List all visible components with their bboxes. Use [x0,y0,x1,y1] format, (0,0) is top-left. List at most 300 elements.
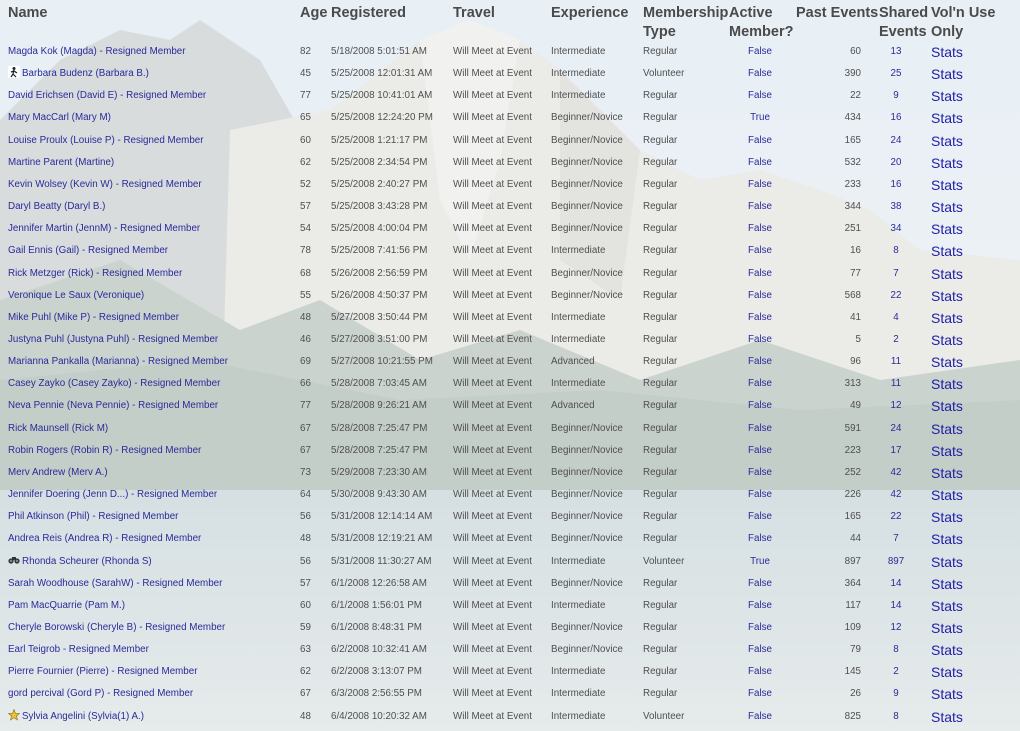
member-name-link[interactable] [8,573,222,595]
member-past-events: 109 [844,621,861,633]
member-name-link[interactable] [8,528,201,550]
member-travel: Will Meet at Event [453,201,532,212]
member-membership-type: Regular [643,400,678,412]
member-age: 56 [300,555,311,567]
member-travel: Will Meet at Event [453,666,532,678]
member-stats-link[interactable]: Stats [931,531,963,548]
member-shared-events-link[interactable]: 8 [893,245,899,257]
member-stats-link[interactable]: Stats [931,132,963,149]
table-row [0,152,1020,174]
member-past-events: 252 [844,466,861,478]
table-row [0,196,1020,218]
member-membership-type: Volunteer [643,68,685,80]
member-name-link[interactable] [8,506,178,528]
member-stats-link[interactable]: Stats [931,575,963,592]
member-age: 62 [300,666,311,678]
member-shared-events-link[interactable]: 7 [893,267,899,279]
member-active-link[interactable]: False [748,466,772,478]
member-registered: 5/25/2008 2:34:54 PM [331,156,428,168]
member-name-link[interactable] [8,617,225,639]
member-shared-events-link[interactable]: 12 [890,400,902,412]
header-voln-line2[interactable]: Only [931,24,964,40]
member-age: 59 [300,621,311,633]
member-shared-events-link[interactable]: 16 [890,112,902,124]
member-shared-events-link[interactable]: 42 [890,466,902,478]
member-name-link[interactable] [8,196,105,218]
member-stats-link[interactable]: Stats [931,265,963,282]
table-row [0,639,1020,661]
member-age: 82 [300,46,311,57]
member-membership-type: Volunteer [643,710,685,722]
header-shared-line1[interactable]: Shared [879,5,929,21]
member-stats-link[interactable]: Stats [931,221,963,238]
member-active-link[interactable]: False [748,68,772,80]
member-shared-events-link[interactable]: 25 [890,68,902,80]
member-age: 48 [300,311,311,323]
member-experience: Beginner/Novice [551,223,623,235]
member-experience: Intermediate [551,710,606,722]
table-row [0,285,1020,307]
member-travel: Will Meet at Event [453,577,532,589]
member-age: 73 [300,466,311,478]
member-name: Earl Teigrob - Resigned Member [8,644,149,655]
member-stats-link[interactable]: Stats [931,442,963,459]
member-shared-events-link[interactable]: 9 [893,90,899,102]
member-travel: Will Meet at Event [453,533,532,545]
member-membership-type: Regular [643,46,678,57]
member-shared-events-link[interactable]: 14 [890,599,902,611]
member-experience: Intermediate [551,599,606,611]
member-experience: Advanced [551,356,595,368]
member-stats-link[interactable]: Stats [931,642,963,658]
binoculars-icon [8,553,20,565]
member-active-link[interactable]: True [750,555,770,567]
member-experience: Beginner/Novice [551,489,623,500]
member-stats-link[interactable]: Stats [931,354,963,371]
table-row [0,107,1020,129]
member-travel: Will Meet at Event [453,178,532,190]
table-row [0,41,1020,63]
member-past-events: 313 [844,378,861,390]
member-past-events: 16 [850,245,861,257]
member-name-link[interactable] [8,174,202,196]
member-name: Barbara Budenz (Barbara B.) [22,68,149,80]
member-active-link[interactable]: False [748,400,772,412]
member-registered: 6/2/2008 3:13:07 PM [331,666,422,678]
member-name-link[interactable] [8,373,220,395]
member-name-link[interactable] [8,307,179,329]
member-past-events: 344 [844,201,861,212]
member-name-link[interactable] [8,395,218,417]
member-name: Gail Ennis (Gail) - Resigned Member [8,245,169,257]
member-registered: 5/31/2008 12:14:14 AM [331,511,433,523]
member-name-link[interactable] [8,551,152,573]
member-experience: Beginner/Novice [551,289,623,301]
table-row [0,418,1020,440]
member-age: 77 [300,400,311,412]
member-stats-link[interactable]: Stats [931,199,963,215]
member-active-link[interactable]: False [748,422,772,434]
member-name: Pierre Fournier (Pierre) - Resigned Member [8,666,198,678]
member-name-link[interactable] [8,240,168,262]
member-name: Mike Puhl (Mike P) - Resigned Member [8,311,179,323]
member-stats-link[interactable]: Stats [931,553,963,570]
member-travel: Will Meet at Event [453,378,532,390]
member-age: 60 [300,134,311,146]
member-stats-link[interactable]: Stats [931,464,963,481]
member-active-link[interactable]: False [748,267,772,279]
member-active-link[interactable]: False [748,156,772,168]
member-name: Marianna Pankalla (Marianna) - Resigned Member [8,356,228,368]
member-active-link[interactable]: False [748,489,772,500]
member-past-events: 532 [844,156,861,168]
member-membership-type: Regular [643,533,678,545]
member-active-link[interactable]: False [748,311,772,323]
member-travel: Will Meet at Event [453,422,532,434]
member-age: 54 [300,223,311,235]
table-row [0,551,1020,573]
member-active-link[interactable]: False [748,644,772,655]
member-travel: Will Meet at Event [453,511,532,523]
table-row [0,63,1020,85]
member-shared-events-link[interactable]: 8 [893,710,899,722]
member-active-link[interactable]: True [750,112,770,124]
member-name-link[interactable] [8,152,114,174]
member-stats-link[interactable]: Stats [931,287,963,304]
member-travel: Will Meet at Event [453,621,532,633]
member-past-events: 22 [850,90,861,102]
member-age: 67 [300,444,311,456]
member-name-link[interactable] [8,218,200,240]
member-active-link[interactable]: False [748,356,772,368]
member-name-link[interactable] [8,639,149,661]
table-row [0,329,1020,351]
member-shared-events-link[interactable]: 38 [890,201,902,212]
table-row [0,263,1020,285]
member-age: 67 [300,688,311,700]
hiker-icon [8,65,20,77]
member-name-link[interactable] [8,462,108,484]
member-travel: Will Meet at Event [453,356,532,368]
table-header [0,0,1020,44]
member-shared-events-link[interactable]: 2 [893,666,899,678]
member-stats-link[interactable]: Stats [931,509,963,526]
member-registered: 5/25/2008 12:24:20 PM [331,112,433,124]
member-name-link[interactable] [8,351,228,373]
member-stats-link[interactable]: Stats [931,66,963,83]
member-membership-type: Regular [643,311,678,323]
member-shared-events-link[interactable]: 4 [893,311,899,323]
member-active-link[interactable]: False [748,90,772,102]
member-registered: 5/28/2008 7:03:45 AM [331,378,427,390]
member-stats-link[interactable]: Stats [931,110,963,127]
member-active-link[interactable]: False [748,46,772,57]
member-name: Neva Pennie (Neva Pennie) - Resigned Member [8,400,219,412]
member-age: 66 [300,378,311,390]
member-age: 52 [300,178,311,190]
member-registered: 5/29/2008 7:23:30 AM [331,466,427,478]
member-name-link[interactable] [8,41,186,63]
member-registered: 6/1/2008 8:48:31 PM [331,621,422,633]
member-stats-link[interactable]: Stats [931,44,963,60]
member-active-link[interactable]: False [748,333,772,345]
member-name: Mary MacCarl (Mary M) [8,112,111,124]
member-past-events: 825 [844,710,861,722]
member-name: Kevin Wolsey (Kevin W) - Resigned Member [8,178,202,190]
member-age: 68 [300,267,311,279]
member-experience: Intermediate [551,666,606,678]
member-name: Justyna Puhl (Justyna Puhl) - Resigned Member [8,333,219,345]
member-travel: Will Meet at Event [453,466,532,478]
member-name: Veronique Le Saux (Veronique) [8,289,145,301]
member-experience: Intermediate [551,46,606,57]
member-membership-type: Regular [643,90,678,102]
star-icon [8,708,20,720]
member-stats-link[interactable]: Stats [931,376,963,393]
member-experience: Beginner/Novice [551,533,623,545]
member-shared-events-link[interactable]: 11 [890,356,902,368]
member-active-link[interactable]: False [748,201,772,212]
member-experience: Beginner/Novice [551,112,623,124]
table-row [0,307,1020,329]
member-name-link[interactable] [8,85,206,107]
member-name: Rhonda Scheurer (Rhonda S) [22,555,152,567]
member-membership-type: Regular [643,422,678,434]
member-shared-events-link[interactable]: 42 [890,489,902,500]
member-stats-link[interactable]: Stats [931,420,963,437]
member-shared-events-link[interactable]: 22 [890,289,902,301]
header-voln-line1[interactable]: Vol'n Use [931,5,996,21]
member-membership-type: Regular [643,267,678,279]
member-name: Jennifer Doering (Jenn D...) - Resigned Member [8,489,218,500]
member-membership-type: Regular [643,134,678,146]
table-row [0,130,1020,152]
header-membership-line1[interactable]: Membership [643,5,729,21]
member-active-link[interactable]: False [748,533,772,545]
member-name-link[interactable] [8,484,217,506]
member-stats-link[interactable]: Stats [931,309,963,326]
member-registered: 5/25/2008 2:40:27 PM [331,178,428,190]
member-travel: Will Meet at Event [453,400,532,412]
member-active-link[interactable]: False [748,178,772,190]
member-experience: Intermediate [551,555,606,567]
member-active-link[interactable]: False [748,245,772,257]
member-active-link[interactable]: False [748,621,772,633]
member-name-link[interactable] [8,285,144,307]
member-shared-events-link[interactable]: 13 [890,46,902,57]
member-active-link[interactable]: False [748,599,772,611]
member-name: Merv Andrew (Merv A.) [8,466,108,478]
table-row [0,351,1020,373]
member-membership-type: Regular [643,688,678,700]
member-registered: 5/28/2008 9:26:21 AM [331,400,427,412]
member-name-link[interactable] [8,595,125,617]
member-past-events: 79 [850,644,861,655]
table-row [0,573,1020,595]
member-experience: Intermediate [551,68,606,80]
member-age: 78 [300,245,311,257]
member-past-events: 77 [850,267,861,279]
member-name: Martine Parent (Martine) [8,156,115,168]
member-active-link[interactable]: False [748,688,772,700]
member-shared-events-link[interactable]: 34 [890,223,902,235]
header-membership-line2[interactable]: Type [643,24,676,40]
member-registered: 5/25/2008 7:41:56 PM [331,245,428,257]
member-name-link[interactable] [8,683,193,705]
header-age[interactable]: Age [300,5,328,21]
member-past-events: 434 [844,112,861,124]
header-active-line1[interactable]: Active [729,5,773,21]
member-travel: Will Meet at Event [453,289,532,301]
header-shared-line2[interactable]: Events [879,24,927,40]
member-name-link[interactable] [8,263,182,285]
member-name: Sarah Woodhouse (SarahW) - Resigned Member [8,577,223,589]
member-past-events: 96 [850,356,861,368]
member-stats-link[interactable]: Stats [931,619,963,636]
member-experience: Beginner/Novice [551,444,623,456]
member-age: 77 [300,90,311,102]
member-name: Daryl Beatty (Daryl B.) [8,201,106,212]
member-registered: 6/2/2008 10:32:41 AM [331,644,427,655]
member-past-events: 165 [844,511,861,523]
member-active-link[interactable]: False [748,577,772,589]
member-travel: Will Meet at Event [453,68,532,80]
member-name-link[interactable] [8,63,149,85]
member-registered: 5/30/2008 9:43:30 AM [331,489,427,500]
member-shared-events-link[interactable]: 20 [890,156,902,168]
member-shared-events-link[interactable]: 8 [893,644,899,655]
member-registered: 5/26/2008 2:56:59 PM [331,267,428,279]
member-age: 57 [300,201,311,212]
member-past-events: 5 [855,333,861,345]
member-stats-link[interactable]: Stats [931,487,963,503]
member-registered: 5/28/2008 7:25:47 PM [331,422,428,434]
member-name-link[interactable] [8,329,218,351]
member-registered: 5/18/2008 5:01:51 AM [331,46,427,57]
member-stats-link[interactable]: Stats [931,398,963,415]
member-stats-link[interactable]: Stats [931,708,963,725]
member-stats-link[interactable]: Stats [931,597,963,614]
member-name-link[interactable] [8,440,201,462]
member-past-events: 390 [844,68,861,80]
member-experience: Intermediate [551,333,606,345]
member-name-link[interactable] [8,418,108,440]
member-registered: 5/31/2008 11:30:27 AM [331,555,432,567]
header-past-events[interactable]: Past Events [796,5,879,21]
member-past-events: 364 [844,577,861,589]
member-active-link[interactable]: False [748,223,772,235]
member-age: 55 [300,289,311,301]
member-active-link[interactable]: False [748,511,772,523]
member-stats-link[interactable]: Stats [931,664,963,681]
member-experience: Intermediate [551,90,606,102]
table-row [0,462,1020,484]
member-shared-events-link[interactable]: 16 [890,178,902,190]
member-past-events: 226 [844,489,861,500]
member-travel: Will Meet at Event [453,311,532,323]
member-membership-type: Regular [643,666,678,678]
table-row [0,373,1020,395]
header-registered[interactable]: Registered [331,5,406,21]
member-travel: Will Meet at Event [453,134,532,146]
member-stats-link[interactable]: Stats [931,154,963,171]
member-stats-link[interactable]: Stats [931,243,963,260]
member-stats-link[interactable]: Stats [931,176,963,193]
member-membership-type: Regular [643,333,678,345]
header-name[interactable]: Name [8,5,48,21]
member-name: Rick Metzger (Rick) - Resigned Member [8,267,183,279]
table-row [0,528,1020,550]
member-age: 56 [300,511,311,523]
member-membership-type: Regular [643,577,678,589]
member-membership-type: Regular [643,245,678,257]
member-age: 45 [300,68,311,80]
member-stats-link[interactable]: Stats [931,88,963,105]
member-experience: Beginner/Novice [551,511,623,523]
member-name-link[interactable] [8,130,203,152]
member-name: Phil Atkinson (Phil) - Resigned Member [8,511,179,523]
member-travel: Will Meet at Event [453,489,532,500]
member-shared-events-link[interactable]: 24 [890,134,902,146]
header-travel[interactable]: Travel [453,5,495,21]
member-shared-events-link[interactable]: 12 [890,621,902,633]
member-active-link[interactable]: False [748,710,772,722]
member-name: Louise Proulx (Louise P) - Resigned Member [8,134,204,146]
member-active-link[interactable]: False [748,666,772,678]
header-experience[interactable]: Experience [551,5,629,21]
member-shared-events-link[interactable]: 11 [890,378,902,390]
member-registered: 5/27/2008 3:50:44 PM [331,311,428,323]
member-age: 67 [300,422,311,434]
member-shared-events-link[interactable]: 2 [893,333,899,345]
member-shared-events-link[interactable]: 9 [893,688,899,700]
member-shared-events-link[interactable]: 24 [890,422,902,434]
member-shared-events-link[interactable]: 22 [890,511,902,523]
member-shared-events-link[interactable]: 14 [890,577,902,589]
member-experience: Beginner/Novice [551,621,623,633]
member-shared-events-link[interactable]: 17 [890,444,902,456]
member-name-link[interactable] [8,107,111,129]
member-travel: Will Meet at Event [453,267,532,279]
member-active-link[interactable]: False [748,289,772,301]
member-active-link[interactable]: False [748,134,772,146]
member-name-link[interactable] [8,706,144,728]
member-experience: Intermediate [551,688,606,700]
member-travel: Will Meet at Event [453,46,532,57]
member-stats-link[interactable]: Stats [931,331,963,348]
member-age: 46 [300,333,311,345]
member-experience: Intermediate [551,378,606,390]
member-stats-link[interactable]: Stats [931,686,963,703]
member-shared-events-link[interactable]: 7 [893,533,899,545]
member-registered: 6/3/2008 2:56:55 PM [331,688,422,700]
member-age: 63 [300,644,311,655]
member-travel: Will Meet at Event [453,90,532,102]
member-travel: Will Meet at Event [453,156,532,168]
member-experience: Beginner/Novice [551,577,623,589]
member-active-link[interactable]: False [748,378,772,390]
member-name: Andrea Reis (Andrea R) - Resigned Member [8,533,202,545]
member-shared-events-link[interactable]: 897 [887,555,905,567]
member-travel: Will Meet at Event [453,599,532,611]
member-experience: Beginner/Novice [551,267,623,279]
member-name: gord percival (Gord P) - Resigned Member [8,688,194,700]
header-active-line2[interactable]: Member? [729,24,794,40]
member-name-link[interactable] [8,661,197,683]
table-row [0,506,1020,528]
member-registered: 5/25/2008 4:00:04 PM [331,223,428,235]
member-active-link[interactable]: False [748,444,772,456]
